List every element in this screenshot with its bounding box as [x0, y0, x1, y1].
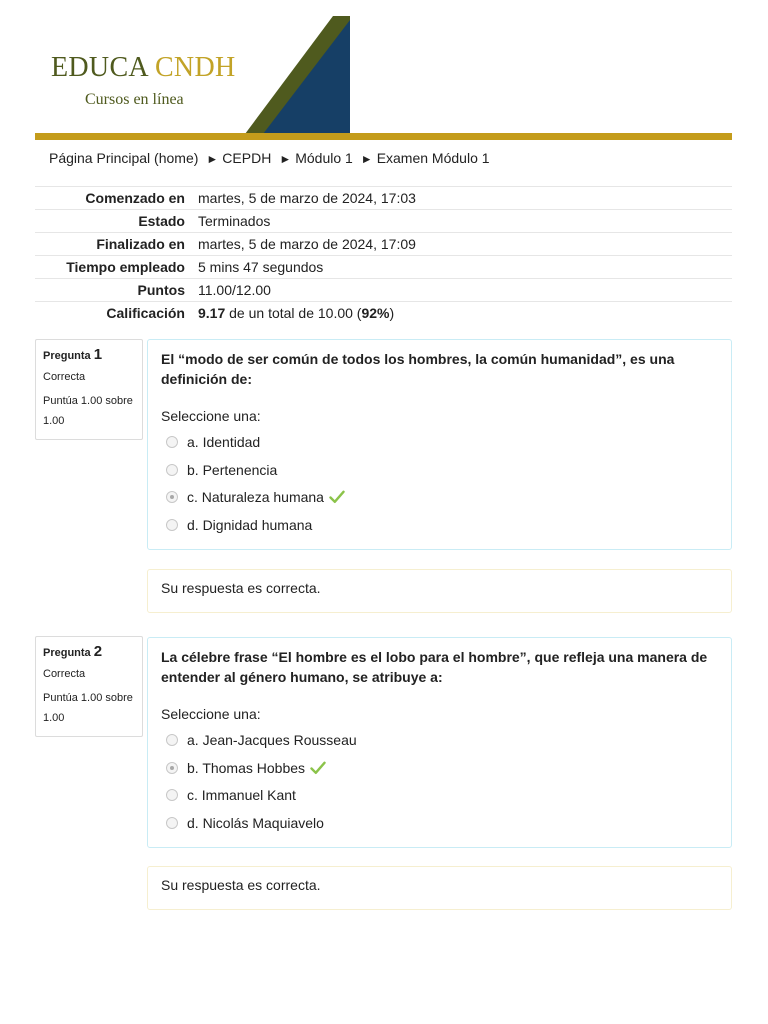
question-feedback: Su respuesta es correcta. — [147, 866, 732, 910]
summary-value: Terminados — [198, 213, 271, 229]
answer-option[interactable] — [161, 781, 718, 809]
answer-option-selected[interactable] — [161, 754, 718, 782]
summary-value: martes, 5 de marzo de 2024, 17:09 — [198, 236, 416, 252]
answer-list — [161, 428, 718, 539]
question-grade: Puntúa 1.00 sobre 1.00 — [43, 692, 133, 724]
answer-label: c. Naturaleza humana — [187, 489, 324, 506]
radio-icon[interactable] — [166, 762, 178, 774]
header-divider — [35, 133, 732, 140]
grade-total-text: de un total de 10.00 ( — [225, 305, 362, 321]
summary-label: Finalizado en — [96, 236, 185, 252]
radio-icon[interactable] — [166, 817, 178, 829]
question-state: Correcta — [43, 371, 86, 383]
question-info — [35, 636, 143, 737]
summary-label: Comenzado en — [85, 190, 185, 206]
question-number-value: 1 — [93, 346, 103, 363]
answer-option[interactable] — [161, 456, 718, 484]
checkmark-icon — [329, 490, 345, 504]
breadcrumb-separator: ► — [279, 152, 292, 166]
question-prefix: Pregunta — [43, 350, 91, 362]
summary-label: Calificación — [106, 305, 185, 321]
answer-option-selected[interactable] — [161, 483, 718, 511]
question-grade: Puntúa 1.00 sobre 1.00 — [43, 395, 133, 427]
radio-icon[interactable] — [166, 464, 178, 476]
answer-prompt: Seleccione una: — [161, 408, 261, 424]
summary-row-state — [35, 210, 732, 233]
question-content — [147, 637, 732, 848]
radio-icon[interactable] — [166, 436, 178, 448]
radio-icon[interactable] — [166, 491, 178, 503]
breadcrumb-item-exam[interactable]: Examen Módulo 1 — [376, 150, 490, 166]
question-feedback: Su respuesta es correcta. — [147, 569, 732, 613]
radio-icon[interactable] — [166, 734, 178, 746]
answer-label: b. Pertenencia — [187, 461, 278, 478]
summary-row-points — [35, 279, 732, 302]
summary-row-finished — [35, 233, 732, 256]
breadcrumb-separator: ► — [206, 152, 219, 166]
answer-label: d. Dignidad humana — [187, 516, 313, 533]
answer-list — [161, 726, 718, 837]
summary-value: 11.00/12.00 — [198, 282, 271, 298]
summary-value — [185, 302, 732, 325]
checkmark-icon — [310, 761, 326, 775]
answer-option[interactable] — [161, 511, 718, 539]
question-text: La célebre frase “El hombre es el lobo para el hombre”, que refleja una manera de entender al género humano, se atribuye a: — [161, 649, 708, 685]
grade-close-paren: ) — [389, 305, 395, 321]
radio-icon[interactable] — [166, 789, 178, 801]
answer-option[interactable] — [161, 726, 718, 754]
question-text: El “modo de ser común de todos los hombres, la común humanidad”, es una definición de: — [161, 351, 675, 387]
answer-option[interactable] — [161, 809, 718, 837]
summary-value: 5 mins 47 segundos — [198, 259, 324, 275]
question-number-value: 2 — [93, 643, 103, 660]
answer-label: a. Identidad — [187, 433, 261, 450]
summary-value: martes, 5 de marzo de 2024, 17:03 — [198, 190, 416, 206]
question-state: Correcta — [43, 668, 86, 680]
logo-word-cndh: CNDH — [154, 52, 236, 83]
summary-label: Estado — [138, 213, 185, 229]
question-content — [147, 339, 732, 550]
summary-row-time — [35, 256, 732, 279]
site-logo-title[interactable] — [51, 52, 236, 84]
grade-percent: 92% — [361, 305, 390, 321]
logo-subtitle: Cursos en línea — [85, 91, 184, 108]
question-prefix: Pregunta — [43, 647, 91, 659]
grade-score: 9.17 — [198, 305, 226, 321]
site-header — [35, 16, 732, 140]
breadcrumb-separator: ► — [360, 152, 373, 166]
answer-label: c. Immanuel Kant — [187, 787, 296, 804]
question-info — [35, 339, 143, 440]
breadcrumb-item-course[interactable]: CEPDH — [222, 150, 272, 166]
radio-icon[interactable] — [166, 519, 178, 531]
answer-prompt: Seleccione una: — [161, 706, 261, 722]
answer-label: d. Nicolás Maquiavelo — [187, 814, 324, 831]
logo-word-educa: EDUCA — [51, 52, 149, 83]
answer-label: b. Thomas Hobbes — [187, 759, 306, 776]
question-number — [43, 346, 135, 363]
summary-label: Tiempo empleado — [66, 259, 185, 275]
logo-graphic — [245, 16, 350, 134]
answer-label: a. Jean-Jacques Rousseau — [187, 731, 357, 748]
breadcrumb — [49, 150, 490, 166]
breadcrumb-item-home[interactable]: Página Principal (home) — [49, 150, 199, 166]
attempt-summary-table — [35, 186, 732, 324]
question-number — [43, 643, 135, 660]
summary-label: Puntos — [137, 282, 185, 298]
answer-option[interactable] — [161, 428, 718, 456]
summary-row-started — [35, 187, 732, 210]
summary-row-grade — [35, 302, 732, 325]
breadcrumb-item-module[interactable]: Módulo 1 — [295, 150, 353, 166]
